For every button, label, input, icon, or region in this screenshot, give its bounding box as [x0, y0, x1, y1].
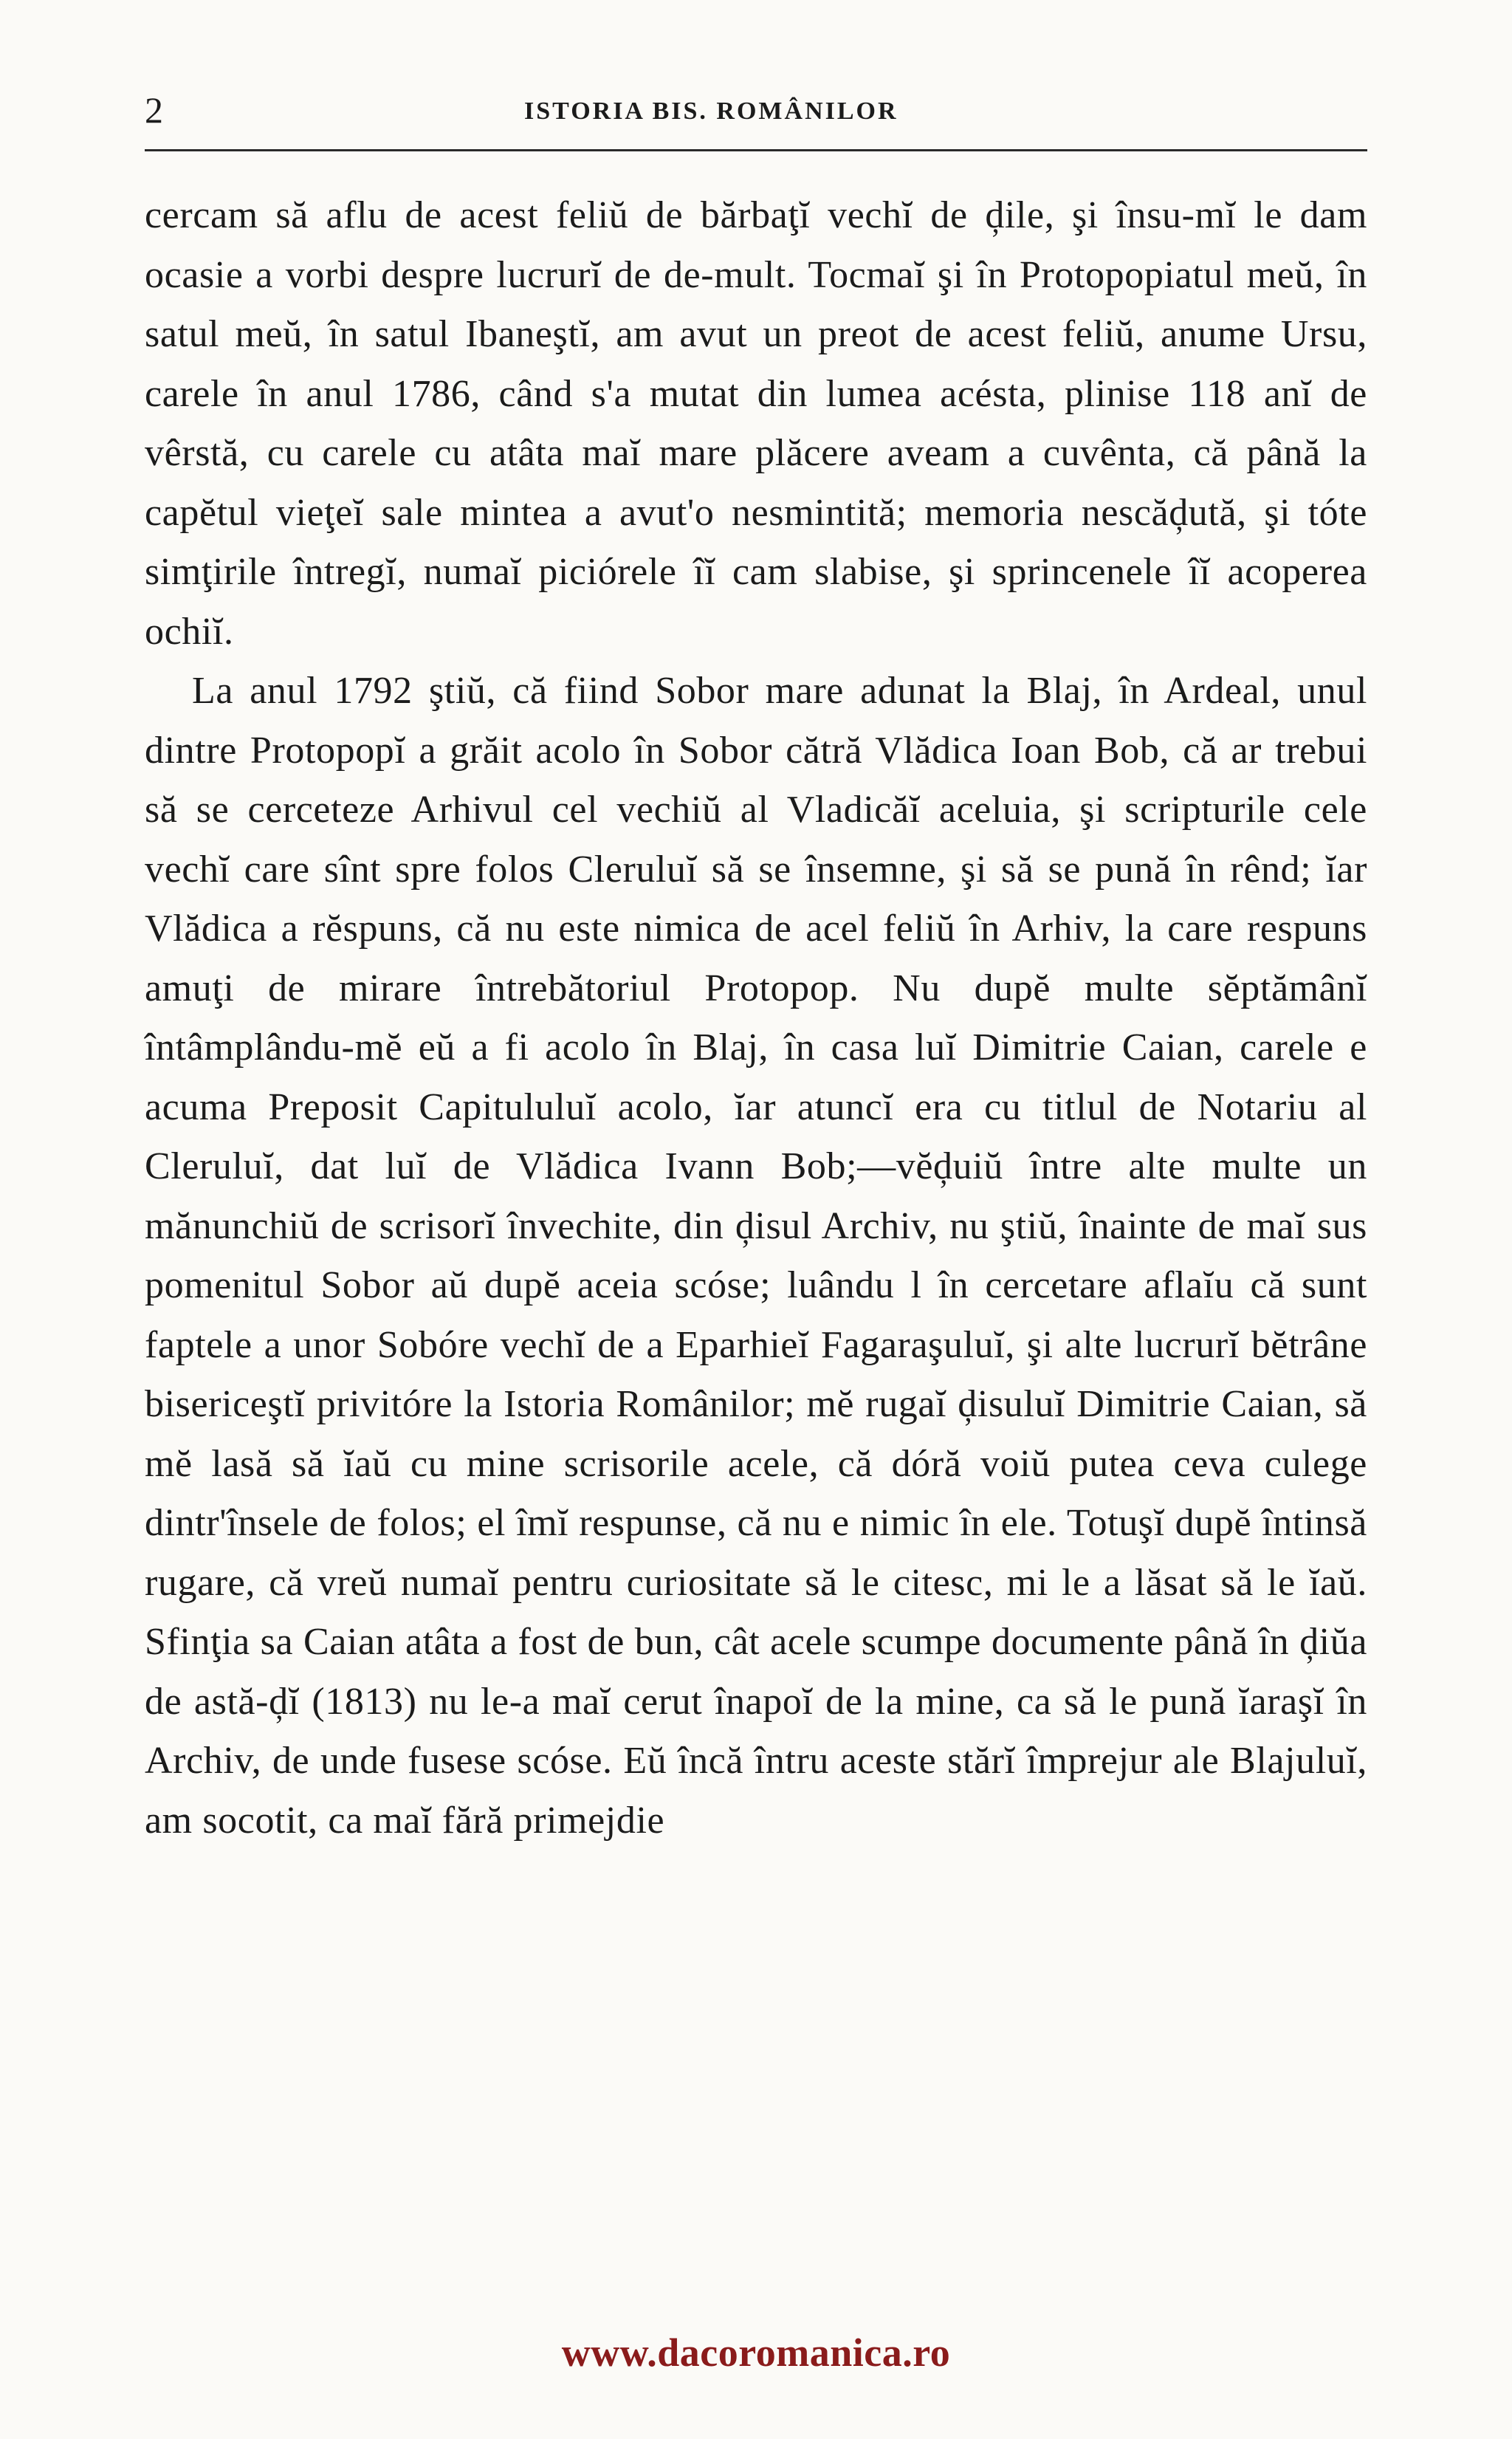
page-header: [145, 87, 1367, 146]
header-rule: [145, 149, 1367, 151]
running-title: ISTORIA BIS. ROMÂNILOR: [524, 97, 898, 125]
paragraph-continued: cercam să aflu de acest feliŭ de bărbaţĭ vechĭ de ḑile, şi însu-mĭ le dam ocasie a vorbi despre lucrurĭ de de-mult. Tocmaĭ şi în Protopopiatul meŭ, în satul meŭ, în satul Ibaneştĭ, am avut un preot de acest feliŭ, anume Ursu, carele în anul 1786, când s'a mutat din lumea acésta, plinise 118 anĭ de vêrstă, cu carele cu atâta maĭ mare plăcere aveam a cuvênta, că până la capĕtul vieţeĭ sale mintea a avut'o nesmintită; memoria nescăḑută, şi tóte simţirile întregĭ, numaĭ piciórele îĭ cam slabise, şi sprincenele îĭ acoperea ochiĭ.: [145, 194, 1367, 653]
source-watermark[interactable]: www.dacoromanica.ro: [561, 2330, 951, 2375]
paragraph: La anul 1792 ştiŭ, că fiind Sobor mare adunat la Blaj, în Ardeal, unul dintre Protopopĭ a grăit acolo în Sobor cătră Vlădica Ioan Bob, că ar trebui să se cerceteze Arhivul cel vechiŭ al Vladicăĭ aceluia, şi scripturile cele vechĭ care sînt spre folos Cleruluĭ să se însemne, şi să se pună în rênd; ĭar Vlădica a rĕspuns, că nu este nimica de acel feliŭ în Arhiv, la care respuns amuţi de mirare întrebătoriul Protopop. Nu dupĕ multe sĕptămânĭ întâmplându-mĕ eŭ a fi acolo în Blaj, în casa luĭ Dimitrie Caian, carele e acuma Preposit Capitululuĭ acolo, ĭar atuncĭ era cu titlul de Notariu al Cleruluĭ, dat luĭ de Vlădica Ivann Bob;—vĕḑuiŭ între alte multe un mănunchiŭ de scrisorĭ învechite, din ḑisul Archiv, nu ştiŭ, înainte de maĭ sus pomenitul Sobor aŭ dupĕ aceia scóse; luându l în cercetare aflaĭu că sunt faptele a unor Sobóre vechĭ de a Eparhieĭ Fagaraşuluĭ, şi alte lucrurĭ bĕtrâne bisericeştĭ privitóre la Istoria Românilor; mĕ rugaĭ ḑisuluĭ Dimitrie Caian, să mĕ lasă să ĭaŭ cu mine scrisorile acele, că dóră voiŭ putea ceva culege dintr'însele de folos; el îmĭ respunse, că nu e nimic în ele. Totuşĭ dupĕ întinsă rugare, că vreŭ numaĭ pentru curiositate să le citesc, mi le a lăsat să le ĭaŭ. Sfinţia sa Caian atâta a fost de bun, cât acele scumpe documente până în ḑiŭa de astă-ḑĭ (1813) nu le-a maĭ cerut înapoĭ de la mine, ca să le pună ĭaraşĭ în Archiv, de unde fusese scóse. Eŭ încă întru aceste stărĭ împrejur ale Blajuluĭ, am socotit, ca maĭ fără primejdie: [145, 670, 1367, 1842]
page-number: 2: [145, 89, 164, 131]
body-text: [145, 186, 1367, 1850]
